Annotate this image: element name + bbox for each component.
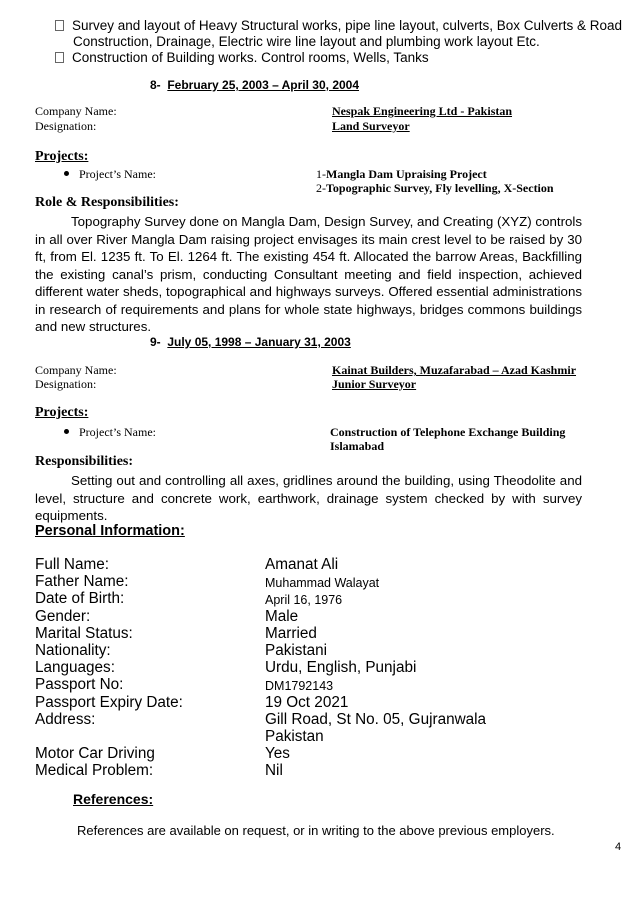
checkbox-bullet-icon bbox=[55, 52, 64, 63]
info-row: Marital Status: Married bbox=[35, 624, 317, 642]
company-name: Kainat Builders, Muzafarabad – Azad Kashmir bbox=[332, 363, 577, 377]
job-8-title bbox=[150, 78, 359, 92]
info-row: Gender: Male bbox=[35, 607, 299, 625]
bullet-dot-icon bbox=[64, 171, 69, 176]
project-label: Project’s Name: bbox=[64, 167, 156, 182]
responsibilities-heading: Responsibilities: bbox=[35, 454, 134, 469]
job-9-title bbox=[150, 335, 351, 349]
info-row: Languages: Urdu, English, Punjabi bbox=[35, 659, 417, 677]
references-heading: References: bbox=[73, 791, 154, 807]
job-number: 9- bbox=[150, 335, 161, 349]
info-row: Father Name: Muhammad Walayat bbox=[35, 573, 380, 591]
info-row: Pakistan bbox=[265, 727, 324, 745]
personal-info-list bbox=[35, 556, 595, 779]
info-row: Full Name: Amanat Ali bbox=[35, 556, 339, 573]
project-2: 2-Topographic Survey, Fly levelling, X-Section bbox=[316, 181, 554, 195]
checkbox-bullet-icon bbox=[55, 20, 64, 31]
job-number: 8- bbox=[150, 78, 161, 92]
responsibilities-paragraph: Setting out and controlling all axes, gridlines around the building, using Theodolite and level, structure and concrete work, earthwork, drainage system checked by with survey equipments. bbox=[35, 473, 582, 523]
designation-value: Junior Surveyor bbox=[332, 377, 417, 391]
company-label: Company Name: bbox=[35, 363, 117, 377]
designation-value: Land Surveyor bbox=[332, 119, 410, 133]
personal-info-heading: Personal Information: bbox=[35, 523, 185, 539]
info-row: Passport No: DM1792143 bbox=[35, 676, 334, 694]
designation-label: Designation: bbox=[35, 377, 97, 391]
bullet-text: Construction of Building works. Control rooms, Wells, Tanks bbox=[72, 50, 429, 65]
project-label: Project’s Name: bbox=[64, 425, 156, 440]
projects-heading: Projects: bbox=[35, 149, 89, 164]
job-dates: July 05, 1998 – January 31, 2003 bbox=[167, 335, 351, 349]
info-row: Nationality: Pakistani bbox=[35, 641, 328, 659]
project-1-location: Islamabad bbox=[330, 439, 385, 453]
bullet-item bbox=[55, 18, 635, 34]
info-row: Medical Problem: Nil bbox=[35, 762, 283, 780]
bullet-continuation: Construction, Drainage, Electric wire line layout and plumbing work layout Etc. bbox=[73, 34, 540, 49]
project-1: Construction of Telephone Exchange Building bbox=[330, 425, 566, 439]
info-row: Motor Car Driving Yes bbox=[35, 745, 290, 763]
bullet-text: Survey and layout of Heavy Structural works, pipe line layout, culverts, Box Culverts & Road bbox=[72, 18, 622, 33]
bullet-item bbox=[55, 50, 635, 66]
projects-heading: Projects: bbox=[35, 405, 89, 420]
page-number: 4 bbox=[615, 841, 622, 853]
role-heading: Role & Responsibilities: bbox=[35, 195, 179, 210]
designation-label: Designation: bbox=[35, 119, 97, 133]
company-name: Nespak Engineering Ltd - Pakistan bbox=[332, 104, 513, 118]
info-row: Passport Expiry Date: 19 Oct 2021 bbox=[35, 693, 349, 711]
info-row: Date of Birth: April 16, 1976 bbox=[35, 590, 343, 608]
job-dates: February 25, 2003 – April 30, 2004 bbox=[167, 78, 360, 92]
project-1: 1-Mangla Dam Upraising Project bbox=[316, 167, 487, 181]
company-label: Company Name: bbox=[35, 104, 117, 118]
info-row: Address: Gill Road, St No. 05, Gujranwala bbox=[35, 710, 487, 728]
bullet-dot-icon bbox=[64, 429, 69, 434]
references-text: References are available on request, or in writing to the above previous employers. bbox=[77, 823, 555, 838]
role-paragraph: Topography Survey done on Mangla Dam, Design Survey, and Creating (XYZ) controls in all over River Mangla Dam raising project envisages its main crest level to be raised by 30 ft, from El. 1235 ft. To El. 1264 ft. The existing 454 ft. Allocated the barrow Areas, Backfilling the existing canal’s prism, conducting Consultant meeting and field inspection, achieved different water sheds, topographical and highways surveys. Offered essential administrations in research of requirements and plans for whole state highways, bridges commons buildings and new structures. bbox=[35, 214, 582, 334]
